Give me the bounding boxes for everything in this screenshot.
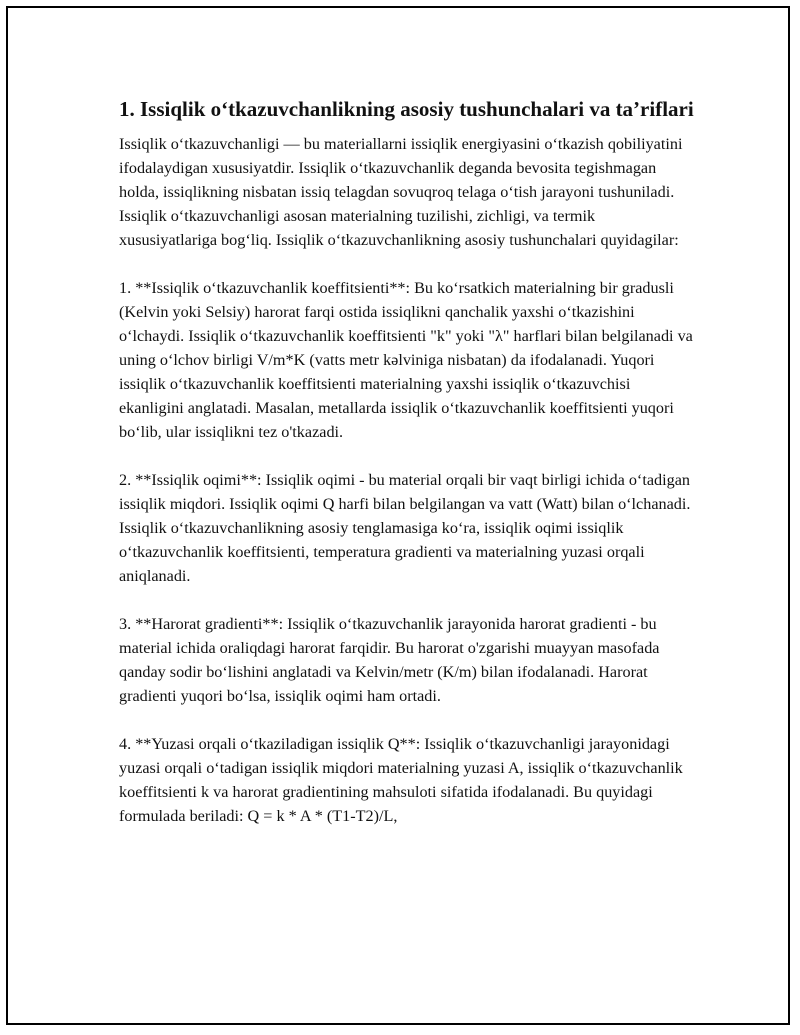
document-body [119,95,697,852]
paragraph-temperature-gradient: 3. **Harorat gradienti**: Issiqlik o‘tkazuvchanlik jarayonida harorat gradienti - bu material ichida oraliqdagi harorat farqidir. Bu harorat o'zgarishi muayyan masofada qanday sodir bo‘lishini anglatadi va Kelvin/metr (K/m) bilan ifodalanadi. Harorat gradienti yuqori bo‘lsa, issiqlik oqimi ham ortadi. [119,615,660,705]
paragraph-heat-flux: 2. **Issiqlik oqimi**: Issiqlik oqimi - bu material orqali bir vaqt birligi ichida o‘tadigan issiqlik miqdori. Issiqlik oqimi Q harfi bilan belgilangan va vatt (Watt) bilan o‘lchanadi. Issiqlik o‘tkazuvchanlikning asosiy tenglamasiga ko‘ra, issiqlik oqimi issiqlik o‘tkazuvchanlik koeffitsienti, temperatura gradienti va materialning yuzasi orqali aniqlanadi. [119,471,691,585]
intro-paragraph: Issiqlik o‘tkazuvchanligi — bu materiallarni issiqlik energiyasini o‘tkazish qobiliyatini ifodalaydigan xususiyatdir. Issiqlik o‘tkazuvchanlik deganda bevosita tegishmagan holda, issiqlikning nisbatan issiq telagdan sovuqroq telaga o‘tish jarayoni tushuniladi. Issiqlik o‘tkazuvchanligi asosan materialning tuzilishi, zichligi, va termik xususiyatlariga bog‘liq. Issiqlik o‘tkazuvchanlikning asosiy tushunchalari quyidagilar: [119,135,683,249]
page-frame [6,6,790,1025]
section-heading: 1. Issiqlik o‘tkazuvchanlikning asosiy tushunchalari va ta’riflari [119,97,694,121]
paragraph-thermal-conductivity-coefficient: 1. **Issiqlik o‘tkazuvchanlik koeffitsienti**: Bu ko‘rsatkich materialning bir gradusli (Kelvin yoki Selsiy) harorat farqi ostida issiqlikni qanchalik yaxshi o‘tkazishini o‘lchaydi. Issiqlik o‘tkazuvchanlik koeffitsienti "k" yoki "λ" harflari bilan belgilanadi va uning o‘lchov birligi V/m*K (vatts metr kəlviniga nisbatan) da ifodalanadi. Yuqori issiqlik o‘tkazuvchanlik koeffitsienti materialning yaxshi issiqlik o‘tkazuvchisi ekanligini anglatadi. Masalan, metallarda issiqlik o‘tkazuvchanlik koeffitsienti yuqori bo‘lib, ular issiqlikni tez o'tkazadi. [119,279,693,441]
paragraph-surface-heat-transfer: 4. **Yuzasi orqali o‘tkaziladigan issiqlik Q**: Issiqlik o‘tkazuvchanligi jarayonidagi yuzasi orqali o‘tadigan issiqlik miqdori materialning yuzasi A, issiqlik o‘tkazuvchanlik koeffitsienti k va harorat gradientining mahsuloti sifatida ifodalanadi. Bu quyidagi formulada beriladi: Q = k * A * (T1-T2)/L, [119,735,683,825]
